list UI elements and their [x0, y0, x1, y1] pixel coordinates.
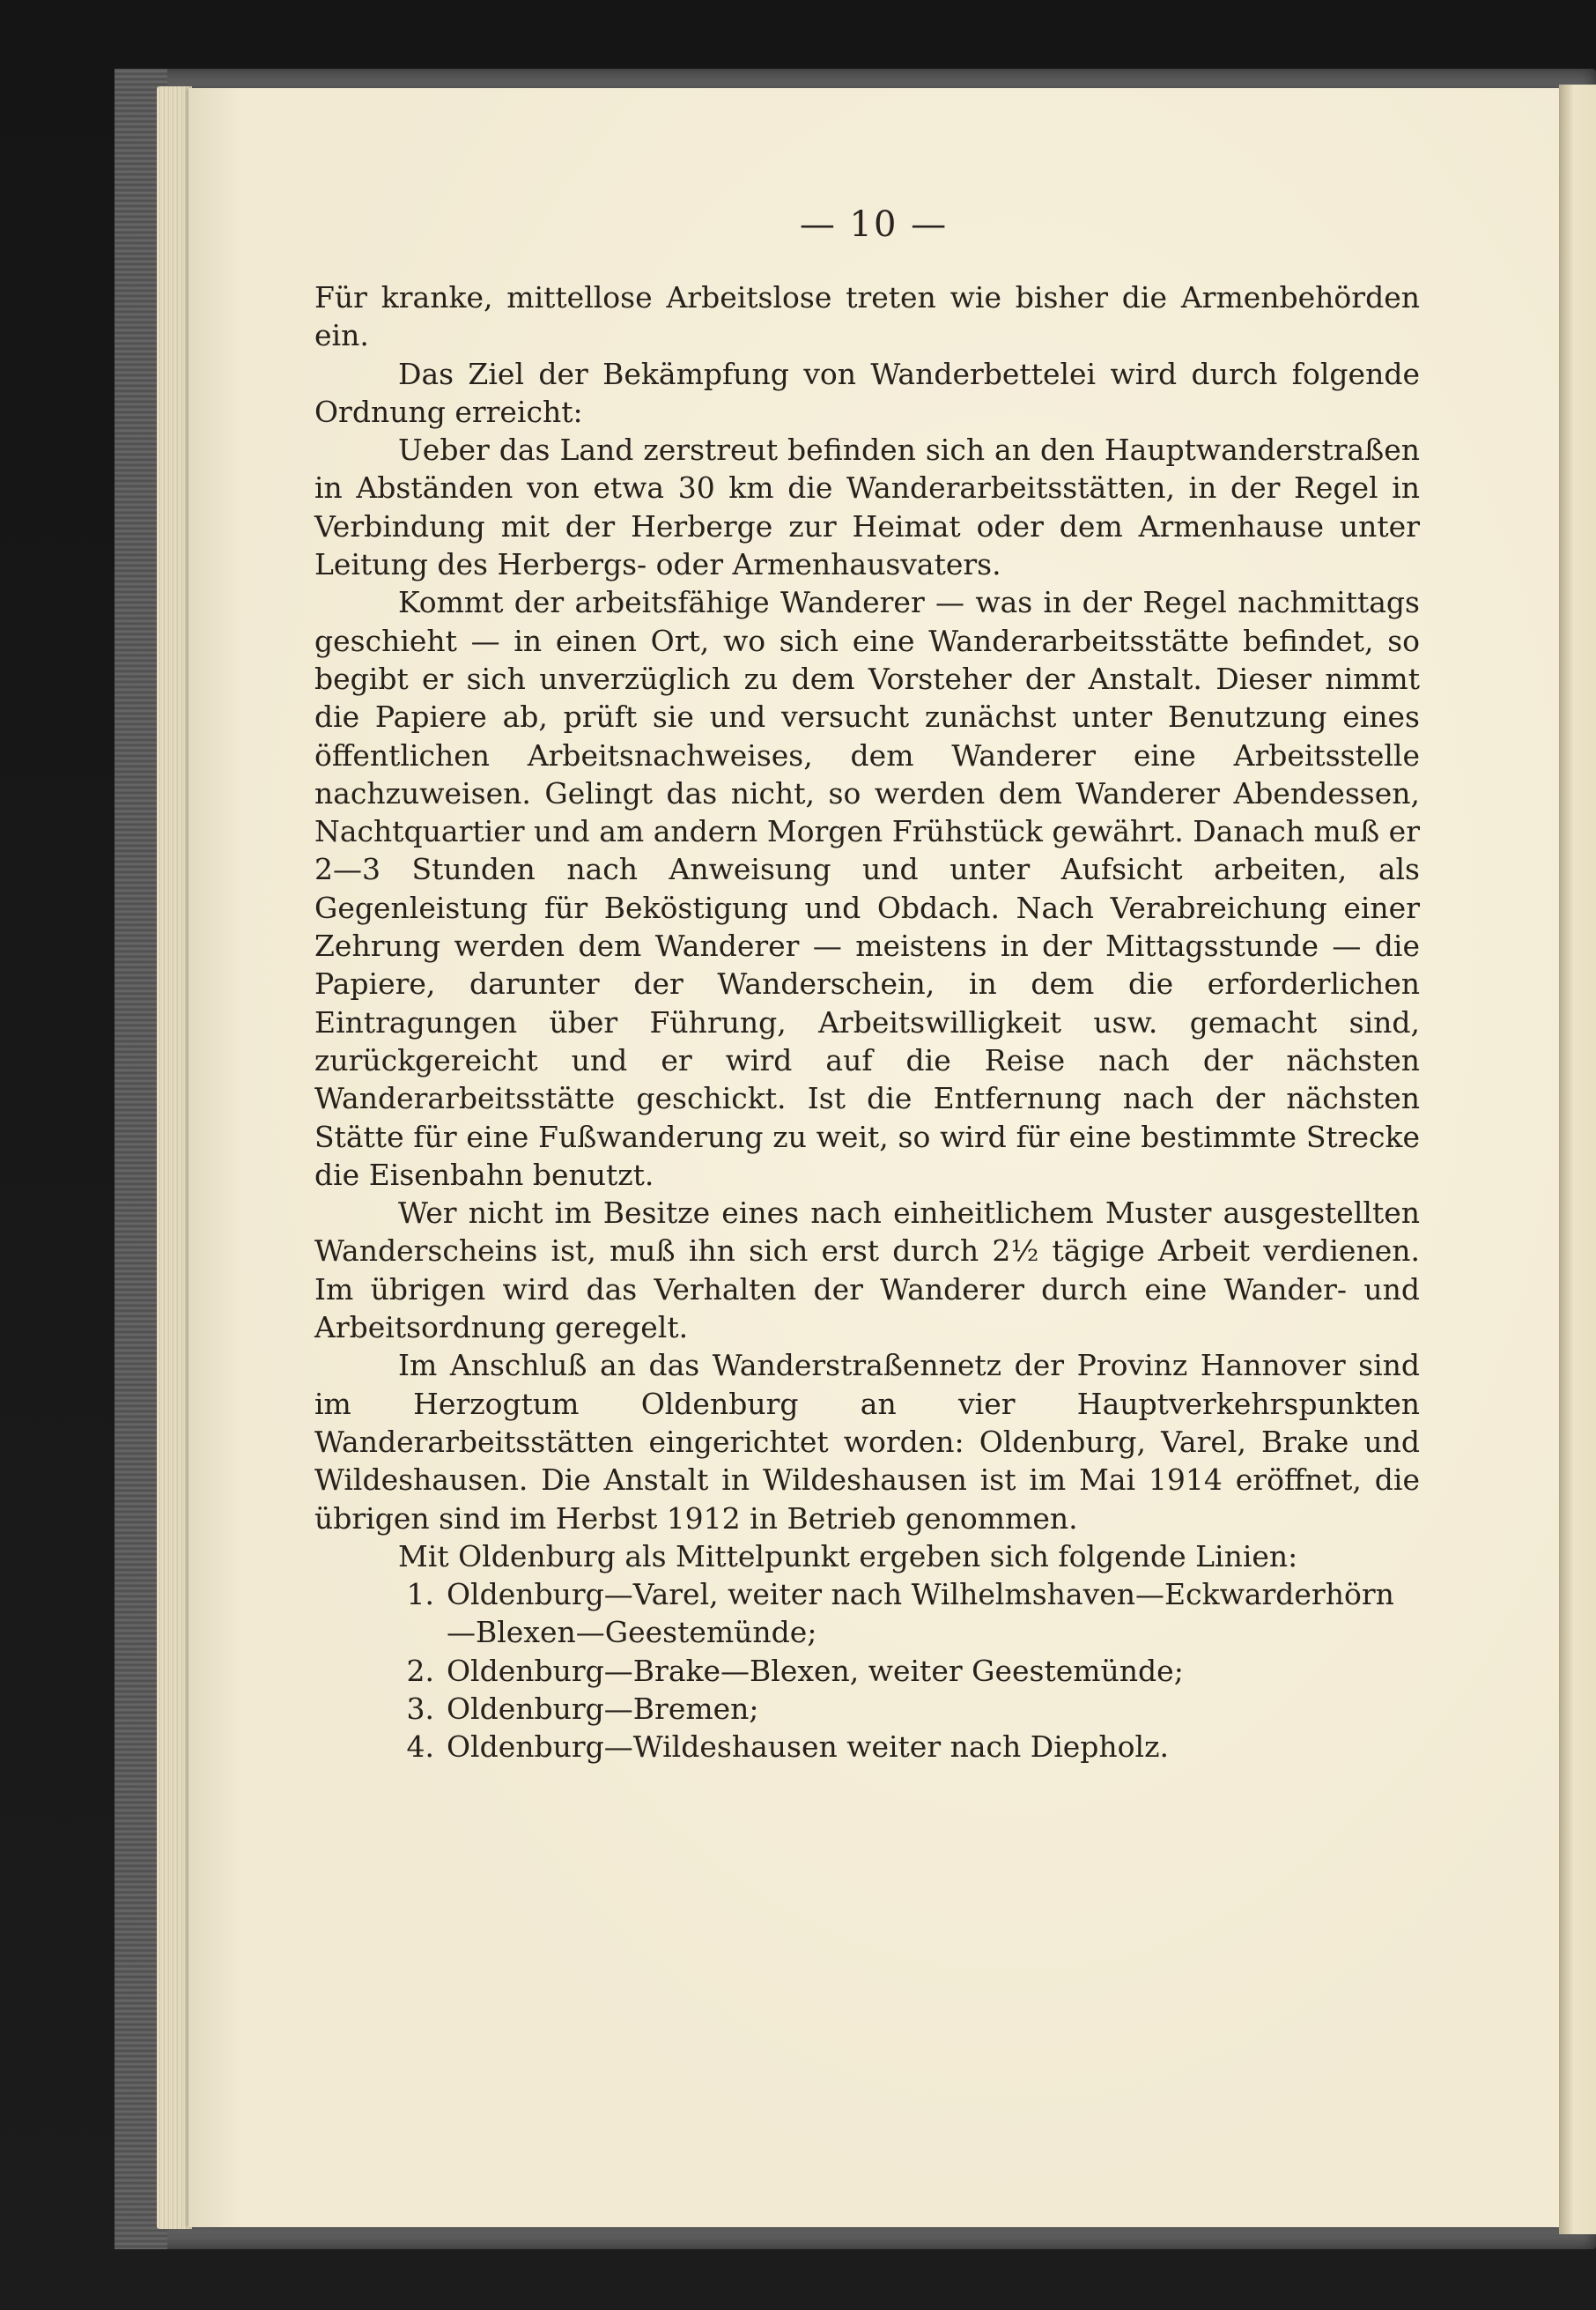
paragraph: Für kranke, mittellose Arbeitslose treten wie bisher die Armenbehörden ein.	[314, 280, 1420, 353]
list-item-text: Oldenburg—Wildeshausen weiter nach Diepholz.	[447, 1729, 1169, 1765]
list-item-number: 1.	[406, 1577, 434, 1612]
list-item-number: 2.	[406, 1653, 434, 1688]
list-intro: Mit Oldenburg als Mittelpunkt ergeben sich folgende Linien:	[398, 1538, 1298, 1573]
body-text	[314, 278, 1420, 1766]
list-item	[314, 1728, 1420, 1766]
page-edges	[157, 86, 192, 2229]
list-item-number: 3.	[406, 1691, 434, 1726]
paragraph: Kommt der arbeitsfähige Wanderer — was in der Regel nachmittags geschieht — in einen Ort, wo sich eine Wanderarbeitsstätte befindet, so begibt er sich unverzüglich zu dem Vorsteher der Anstalt. Dieser nimmt die Papiere ab, prüft sie und versucht zunächst unter Benutzung eines öffentlichen Arbeitsnachweises, dem Wanderer eine Arbeitsstelle nachzuweisen. Gelingt das nicht, so werden dem Wanderer Abendessen, Nachtquartier und am andern Morgen Frühstück gewährt. Danach muß er 2—3 Stunden nach Anweisung und unter Aufsicht arbeiten, als Gegenleistung für Beköstigung und Obdach. Nach Verabreichung einer Zehrung werden dem Wanderer — meistens in der Mittagsstunde — die Papiere, darunter der Wanderschein, in dem die erforderlichen Eintragungen über Führung, Arbeitswilligkeit usw. gemacht sind, zurückgereicht und er wird auf die Reise nach der nächsten Wanderarbeitsstätte geschickt. Ist die Entfernung nach der nächsten Stätte für eine Fußwanderung zu weit, so wird für eine bestimmte Strecke die Eisenbahn benutzt.	[314, 585, 1420, 1192]
list-item-text: Oldenburg—Bremen;	[447, 1691, 759, 1726]
list-item	[314, 1575, 1420, 1652]
list-item	[314, 1652, 1420, 1690]
page-number: — 10 —	[799, 204, 949, 245]
paragraph: Ueber das Land zerstreut befinden sich an den Hauptwanderstraßen in Abständen von etwa 30 km die Wanderarbeitsstätten, in der Regel in Verbindung mit der Herberge zur Heimat oder dem Armenhause unter Leitung des Herbergs- oder Armenhausvaters.	[314, 433, 1420, 582]
list-item-text: Oldenburg—Brake—Blexen, weiter Geestemünde;	[447, 1653, 1184, 1688]
paragraph: Das Ziel der Bekämpfung von Wanderbettelei wird durch folgende Ordnung erreicht:	[314, 356, 1420, 429]
paragraph: Wer nicht im Besitze eines nach einheitlichem Muster ausgestellten Wanderscheins ist, muß ihn sich erst durch 2½ tägige Arbeit verdienen. Im übrigen wird das Verhalten der Wanderer durch eine Wander- und Arbeitsordnung geregelt.	[314, 1196, 1420, 1345]
list-item-number: 4.	[406, 1729, 434, 1765]
paragraph: Im Anschluß an das Wanderstraßennetz der Provinz Hannover sind im Herzogtum Oldenburg an vier Hauptverkehrspunkten Wanderarbeitsstätten eingerichtet worden: Oldenburg, Varel, Brake und Wildeshausen. Die Anstalt in Wildeshausen ist im Mai 1914 eröffnet, die übrigen sind im Herbst 1912 in Betrieb genommen.	[314, 1348, 1420, 1536]
route-list	[314, 1575, 1420, 1766]
list-item-text: Oldenburg—Varel, weiter nach Wilhelmshaven—Eckwarderhörn—Blexen—Geestemünde;	[447, 1577, 1394, 1650]
facing-page-edge	[1559, 85, 1596, 2234]
list-item	[314, 1690, 1420, 1728]
